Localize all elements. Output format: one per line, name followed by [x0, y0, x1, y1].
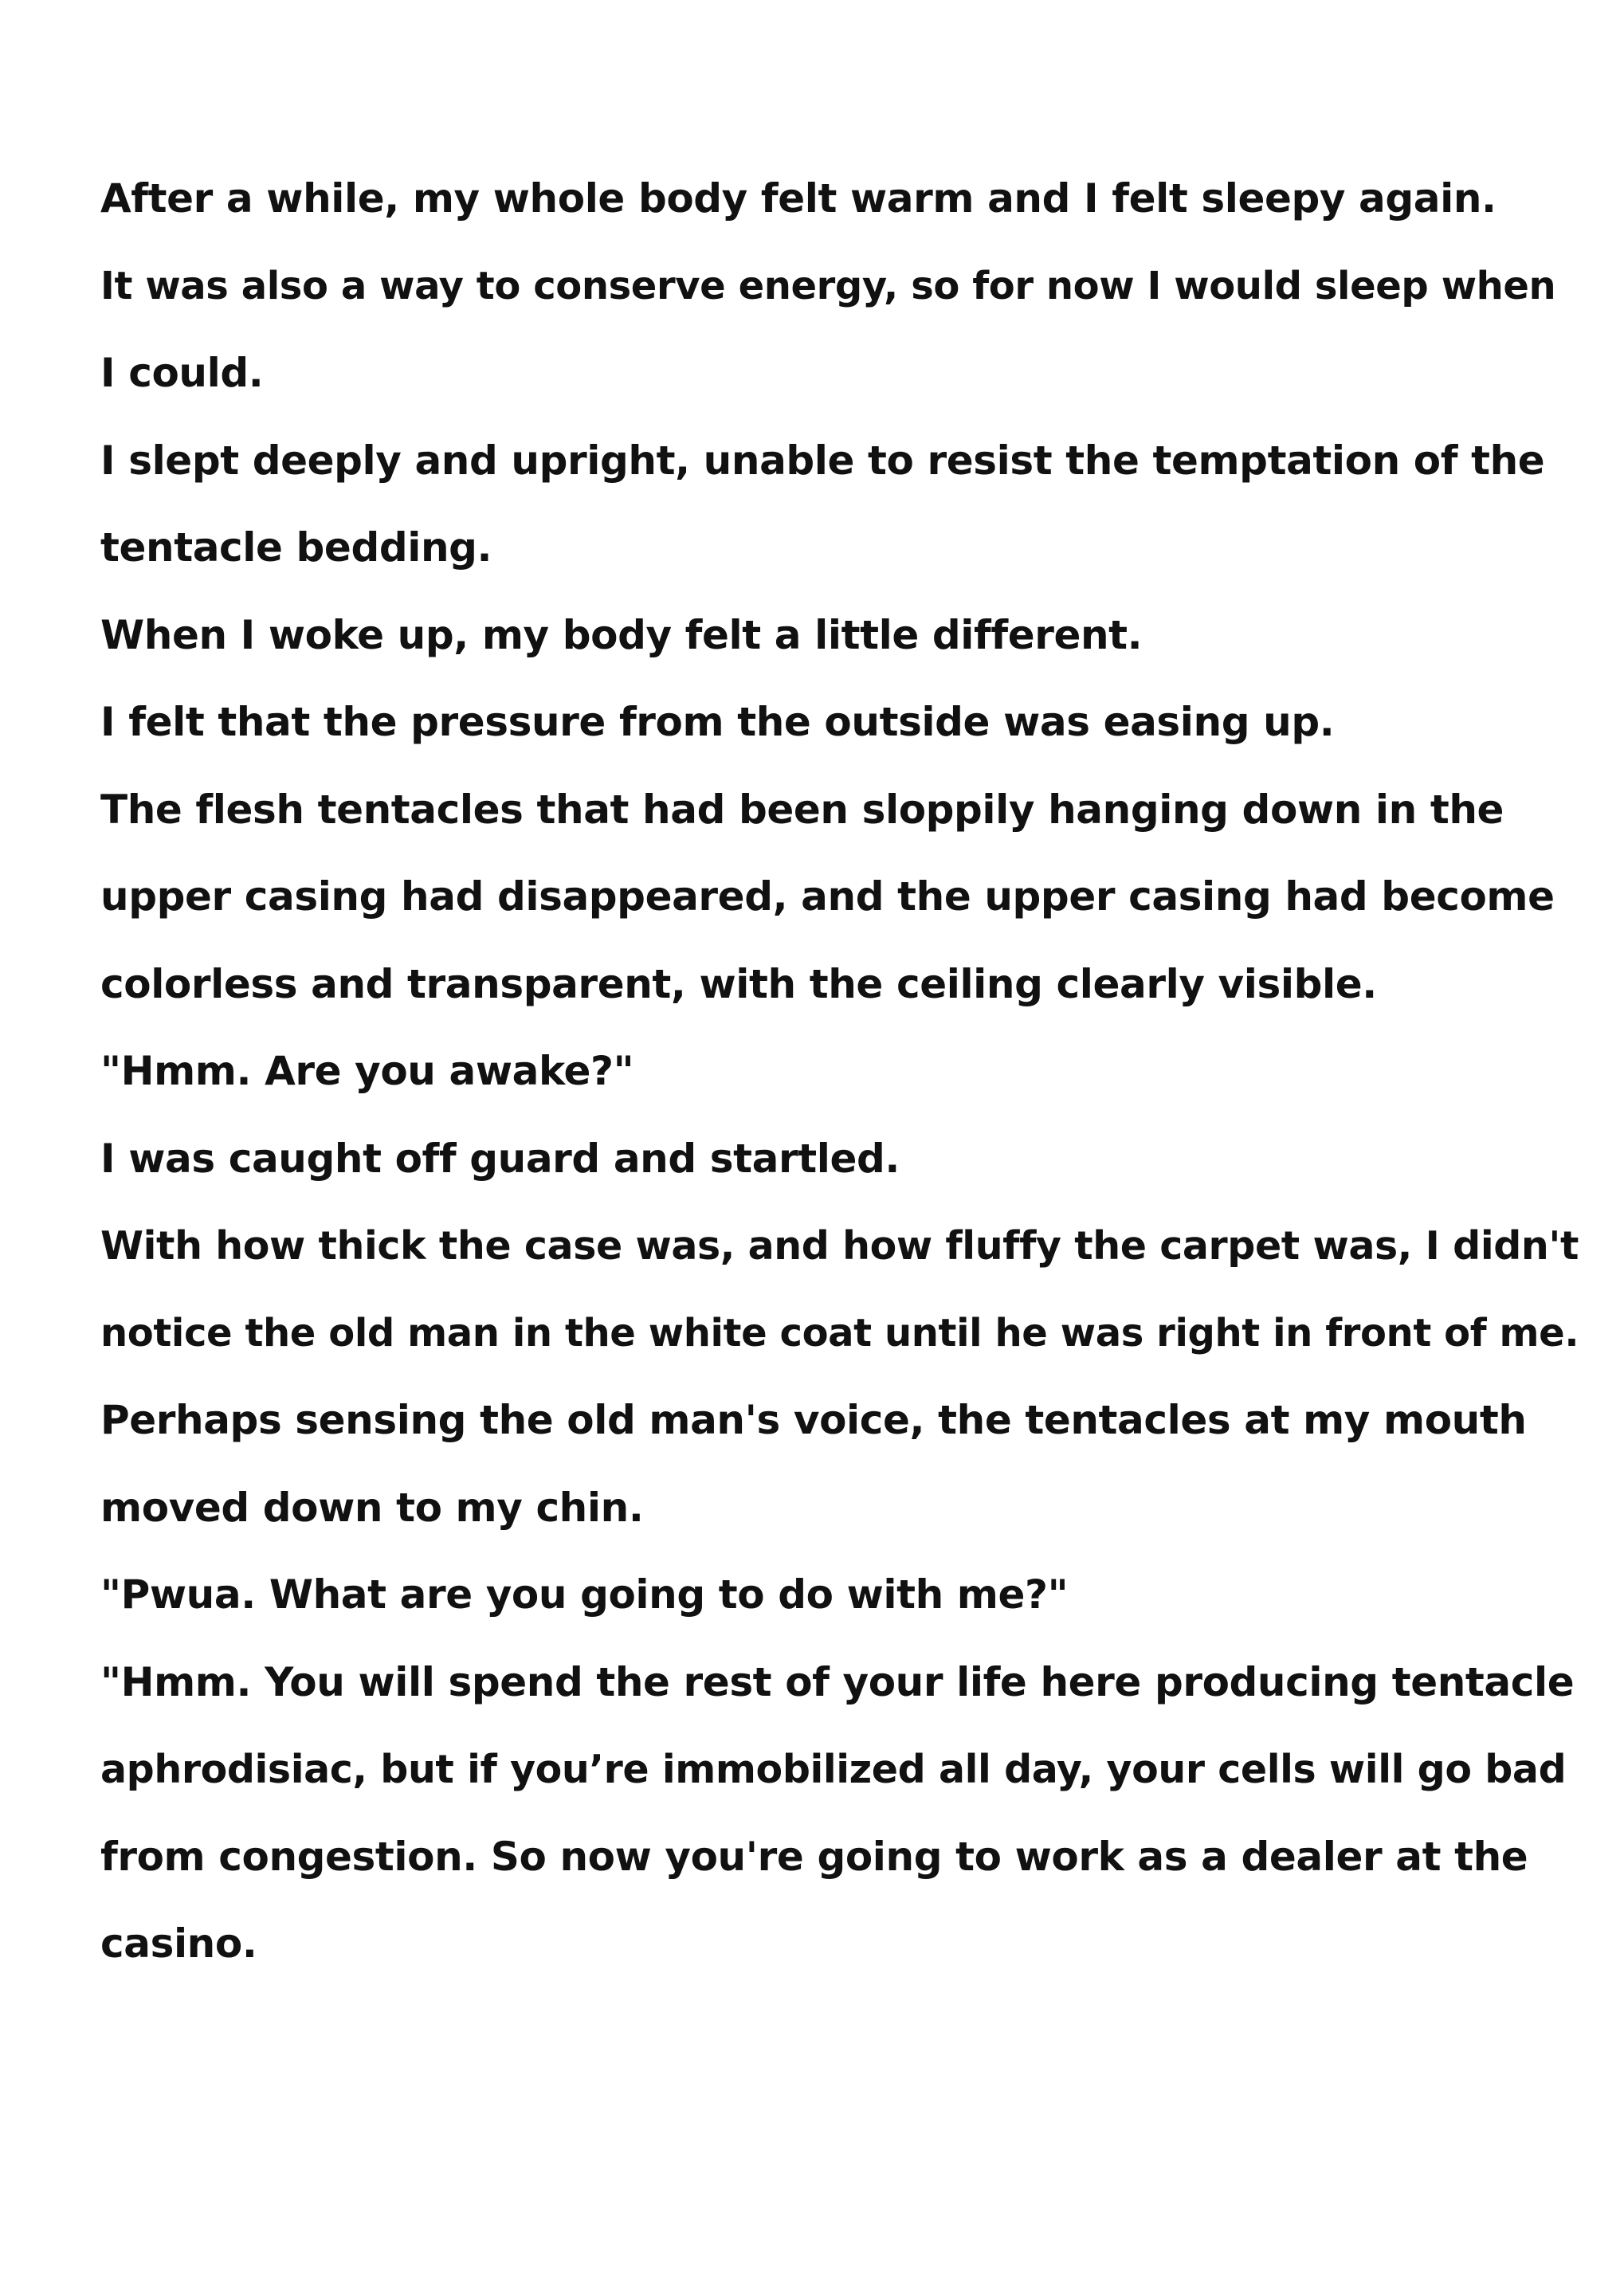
text-line: "Hmm. Are you awake?" [100, 1048, 634, 1094]
text-line: "Pwua. What are you going to do with me?" [100, 1571, 1069, 1618]
text-line: After a while, my whole body felt warm and I felt sleepy again. [100, 175, 1497, 222]
text-line: I was caught off guard and startled. [100, 1135, 900, 1182]
text-line: aphrodisiac, but if you’re immobilized all day, your cells will go bad [100, 1747, 1567, 1792]
text-line: I could. [100, 350, 264, 396]
text-line: When I woke up, my body felt a little different. [100, 611, 1143, 658]
text-line: upper casing had disappeared, and the upper casing had become [100, 873, 1555, 920]
text-line: I slept deeply and upright, unable to resist the temptation of the [100, 437, 1545, 484]
text-line: tentacle bedding. [100, 524, 492, 571]
text-line: colorless and transparent, with the ceiling clearly visible. [100, 960, 1377, 1007]
text-line: The flesh tentacles that had been sloppily hanging down in the [100, 786, 1504, 833]
text-line: "Hmm. You will spend the rest of your life here producing tentacle [100, 1658, 1575, 1705]
text-line: Perhaps sensing the old man's voice, the tentacles at my mouth [100, 1397, 1527, 1443]
text-line: moved down to my chin. [100, 1484, 644, 1531]
story-text [100, 155, 1583, 1988]
text-line: casino. [100, 1920, 257, 1967]
text-line: I felt that the pressure from the outside was easing up. [100, 699, 1335, 745]
text-line: notice the old man in the white coat until he was right in front of me. [100, 1310, 1579, 1355]
text-line: With how thick the case was, and how fluffy the carpet was, I didn't [100, 1223, 1579, 1269]
text-line: from congestion. So now you're going to work as a dealer at the [100, 1833, 1528, 1880]
text-line: It was also a way to conserve energy, so for now I would sleep when [100, 263, 1556, 308]
